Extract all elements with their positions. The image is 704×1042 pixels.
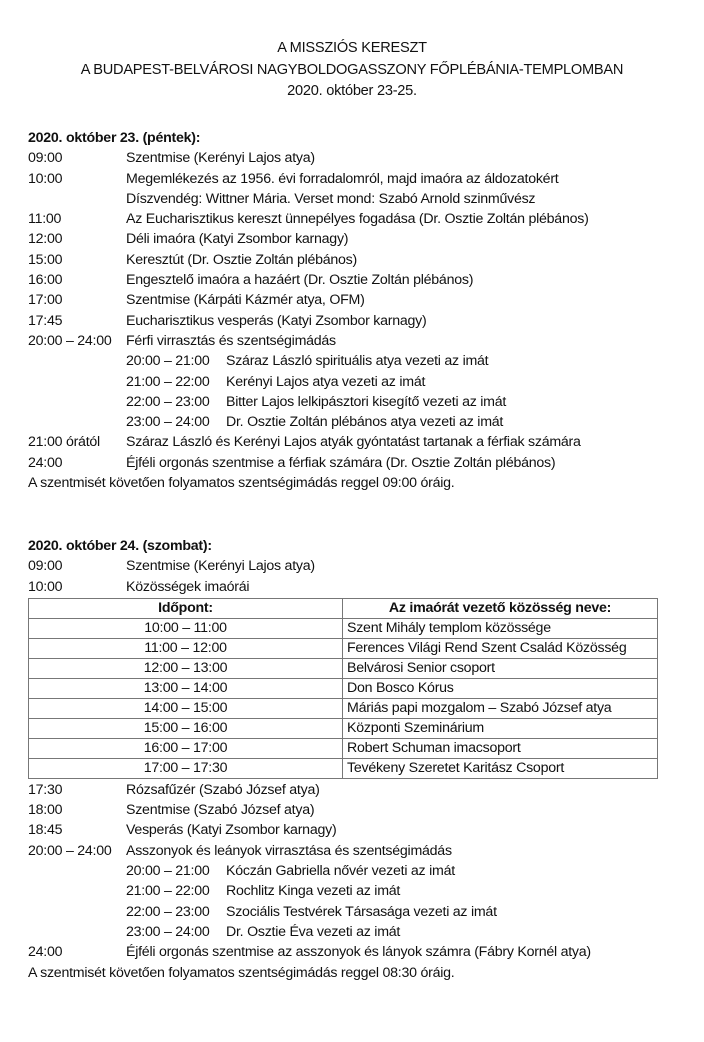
vigil-sub-row — [28, 412, 668, 432]
row-desc: Rózsafűzér (Szabó József atya) — [126, 781, 320, 798]
schedule-row — [28, 577, 668, 597]
schedule-row — [28, 780, 668, 800]
day1-note: A szentmisét követően folyamatos szentségimádás reggel 09:00 óráig. — [28, 475, 455, 492]
row-desc: Asszonyok és leányok virrasztása és szentségimádás — [126, 842, 452, 859]
header-community: Az imaórát vezető közösség neve: — [343, 598, 658, 618]
table-header-row — [29, 598, 658, 618]
row-desc: Szentmise (Kárpáti Kázmér atya, OFM) — [126, 292, 365, 309]
cell-time: 15:00 – 16:00 — [29, 718, 343, 738]
row-time: 17:45 — [28, 312, 63, 329]
sub-row-time: 20:00 – 21:00 — [126, 353, 210, 370]
row-desc: Szentmise (Kerényi Lajos atya) — [126, 558, 315, 575]
row-desc: Száraz László és Kerényi Lajos atyák gyóntatást tartanak a férfiak számára — [126, 434, 581, 451]
row-desc: Díszvendég: Wittner Mária. Verset mond: Szabó Arnold szinművész — [126, 190, 536, 207]
title-line-2: A BUDAPEST-BELVÁROSI NAGYBOLDOGASSZONY FŐPLÉBÁNIA-TEMPLOMBAN — [80, 61, 624, 78]
cell-time: 11:00 – 12:00 — [29, 638, 343, 658]
row-desc: Déli imaóra (Katyi Zsombor karnagy) — [126, 231, 349, 248]
sub-row-time: 23:00 – 24:00 — [126, 414, 210, 431]
schedule-row — [28, 942, 668, 962]
header-time: Időpont: — [29, 598, 343, 618]
vigil-sub-row — [28, 881, 668, 901]
table-row — [29, 718, 658, 738]
schedule-row — [28, 432, 668, 452]
table-row — [29, 738, 658, 758]
sub-row-desc: Dr. Osztie Zoltán plébános atya vezeti az imát — [226, 414, 504, 431]
schedule-row — [28, 148, 668, 168]
row-time: 21:00 órától — [28, 434, 100, 451]
day2-note: A szentmisét követően folyamatos szentségimádás reggel 08:30 óráig. — [28, 964, 455, 981]
schedule-row — [28, 209, 668, 229]
day2-heading: 2020. október 24. (szombat): — [28, 538, 212, 554]
cell-time: 13:00 – 14:00 — [29, 678, 343, 698]
sub-row-time: 22:00 – 23:00 — [126, 393, 210, 410]
sub-row-desc: Szociális Testvérek Társasága vezeti az imát — [226, 903, 497, 920]
row-desc: Közösségek imaórái — [126, 578, 250, 595]
schedule-row — [28, 556, 668, 576]
schedule-row — [28, 290, 668, 310]
row-desc: Eucharisztikus vesperás (Katyi Zsombor karnagy) — [126, 312, 427, 329]
row-time: 15:00 — [28, 251, 63, 268]
cell-community: Szent Mihály templom közössége — [343, 618, 658, 638]
day1-heading: 2020. október 23. (péntek): — [28, 130, 201, 146]
row-desc: Éjféli orgonás szentmise a férfiak számára (Dr. Osztie Zoltán plébános) — [126, 454, 556, 471]
row-time: 18:45 — [28, 822, 63, 839]
row-time: 10:00 — [28, 578, 63, 595]
cell-community: Don Bosco Kórus — [343, 678, 658, 698]
schedule-row — [28, 800, 668, 820]
vigil-sub-row — [28, 922, 668, 942]
row-time: 16:00 — [28, 272, 63, 289]
cell-community: Központi Szeminárium — [343, 718, 658, 738]
cell-community: Ferences Világi Rend Szent Család Közösség — [343, 638, 658, 658]
table-row — [29, 758, 658, 778]
row-desc: Megemlékezés az 1956. évi forradalomról, majd imaóra az áldozatokért — [126, 170, 559, 187]
vigil-sub-row — [28, 392, 668, 412]
title-line-1: A MISSZIÓS KERESZT — [277, 40, 427, 56]
row-desc: Éjféli orgonás szentmise az asszonyok és lányok számra (Fábry Kornél atya) — [126, 944, 591, 961]
sub-row-desc: Bitter Lajos lelkipásztori kisegítő vezeti az imát — [226, 393, 507, 410]
row-desc: Keresztút (Dr. Osztie Zoltán plébános) — [126, 251, 358, 268]
row-time: 24:00 — [28, 454, 63, 471]
vigil-sub-row — [28, 372, 668, 392]
sub-row-time: 21:00 – 22:00 — [126, 373, 210, 390]
row-time: 09:00 — [28, 558, 63, 575]
cell-time: 16:00 – 17:00 — [29, 738, 343, 758]
row-desc: Engesztelő imaóra a hazáért (Dr. Osztie Zoltán plébános) — [126, 272, 474, 289]
sub-row-time: 22:00 – 23:00 — [126, 903, 210, 920]
schedule-row — [28, 189, 668, 209]
row-desc: Szentmise (Kerényi Lajos atya) — [126, 150, 315, 167]
title-line-3: 2020. október 23-25. — [287, 83, 417, 99]
sub-row-desc: Kerényi Lajos atya vezeti az imát — [226, 373, 426, 390]
community-prayer-table — [28, 598, 658, 779]
vigil-sub-row — [28, 902, 668, 922]
schedule-row — [28, 250, 668, 270]
cell-time: 14:00 – 15:00 — [29, 698, 343, 718]
row-desc: Vesperás (Katyi Zsombor karnagy) — [126, 822, 337, 839]
schedule-row — [28, 169, 668, 189]
sub-row-desc: Dr. Osztie Éva vezeti az imát — [226, 923, 401, 940]
cell-time: 10:00 – 11:00 — [29, 618, 343, 638]
table-row — [29, 678, 658, 698]
row-desc: Férfi virrasztás és szentségimádás — [126, 332, 336, 349]
row-time: 18:00 — [28, 802, 63, 819]
sub-row-desc: Kóczán Gabriella nővér vezeti az imát — [226, 863, 455, 880]
sub-row-time: 20:00 – 21:00 — [126, 863, 210, 880]
vigil-sub-row — [28, 861, 668, 881]
sub-row-time: 23:00 – 24:00 — [126, 923, 210, 940]
row-time: 20:00 – 24:00 — [28, 332, 112, 349]
row-desc: Az Eucharisztikus kereszt ünnepélyes fogadása (Dr. Osztie Zoltán plébános) — [126, 211, 589, 228]
row-time: 11:00 — [28, 211, 62, 228]
cell-time: 17:00 – 17:30 — [29, 758, 343, 778]
cell-time: 12:00 – 13:00 — [29, 658, 343, 678]
row-time: 10:00 — [28, 170, 63, 187]
row-time: 24:00 — [28, 944, 63, 961]
document-title — [0, 38, 704, 103]
row-time: 17:30 — [28, 781, 63, 798]
cell-community: Máriás papi mozgalom – Szabó József atya — [343, 698, 658, 718]
day2-section — [28, 536, 668, 983]
table-row — [29, 698, 658, 718]
table-row — [29, 638, 658, 658]
schedule-row — [28, 229, 668, 249]
row-time: 17:00 — [28, 292, 63, 309]
schedule-row — [28, 453, 668, 473]
cell-community: Robert Schuman imacsoport — [343, 738, 658, 758]
cell-community: Tevékeny Szeretet Karitász Csoport — [343, 758, 658, 778]
row-time: 12:00 — [28, 231, 63, 248]
table-row — [29, 618, 658, 638]
sub-row-desc: Rochlitz Kinga vezeti az imát — [226, 883, 401, 900]
schedule-row — [28, 841, 668, 861]
row-time: 09:00 — [28, 150, 63, 167]
row-time: 20:00 – 24:00 — [28, 842, 112, 859]
day1-section — [28, 128, 668, 493]
schedule-row — [28, 820, 668, 840]
schedule-row — [28, 270, 668, 290]
table-row — [29, 658, 658, 678]
sub-row-time: 21:00 – 22:00 — [126, 883, 210, 900]
schedule-row — [28, 311, 668, 331]
vigil-sub-row — [28, 351, 668, 371]
row-desc: Szentmise (Szabó József atya) — [126, 802, 315, 819]
schedule-row — [28, 331, 668, 351]
cell-community: Belvárosi Senior csoport — [343, 658, 658, 678]
sub-row-desc: Száraz László spirituális atya vezeti az imát — [226, 353, 489, 370]
